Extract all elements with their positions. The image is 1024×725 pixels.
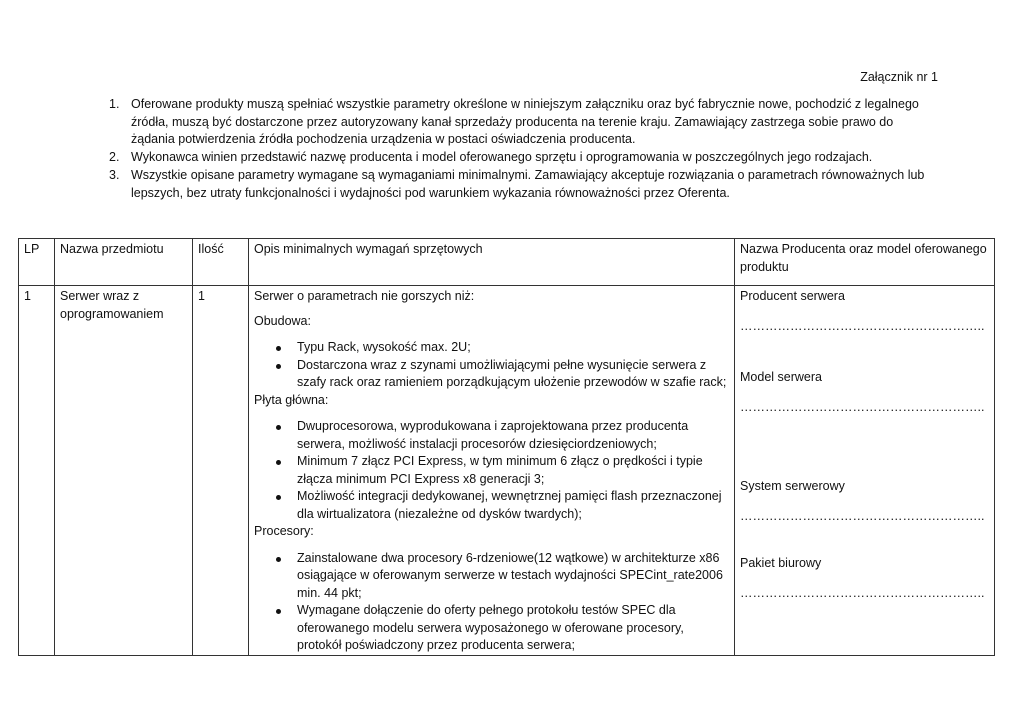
- system-label: System serwerowy: [740, 479, 845, 493]
- intro-item-2: [109, 149, 932, 167]
- section-title-obudowa: Obudowa:: [254, 313, 311, 328]
- list-item: Wymagane dołączenie do oferty pełnego protokołu testów SPEC dla oferowanego modelu serwera wyposażonego w oferowane procesory, protokół poświadczony przez producenta serwera;: [254, 602, 729, 655]
- intro-list: [109, 96, 932, 202]
- obudowa-list: [254, 339, 729, 392]
- spec-table: [18, 238, 995, 656]
- cell-desc: [249, 286, 735, 656]
- section-title-plyta: Płyta główna:: [254, 392, 329, 407]
- list-item: Możliwość integracji dedykowanej, wewnętrznej pamięci flash przeznaczonej dla wirtualizatora (niezależne od dysków twardych);: [254, 488, 729, 523]
- list-item: Dostarczona wraz z szynami umożliwiającymi pełne wysunięcie serwera z szafy rack oraz ramieniem porządkującym ułożenie przewodów w szafie rack;: [254, 357, 729, 392]
- cell-qty: 1: [193, 286, 249, 656]
- system-dots: …………………………………………………..: [740, 508, 985, 523]
- model-label: Model serwera: [740, 370, 822, 384]
- cell-lp: 1: [19, 286, 55, 656]
- model-dots: …………………………………………………..: [740, 399, 985, 414]
- intro-item-1: [109, 96, 932, 149]
- list-item: Zainstalowane dwa procesory 6-rdzeniowe(12 wątkowe) w architekturze x86 osiągające w oferowanym serwerze w testach wydajności SPECint_rate2006 min. 44 pkt;: [254, 550, 729, 603]
- header-desc: Opis minimalnych wymagań sprzętowych: [249, 239, 735, 286]
- intro-item-3: [109, 167, 932, 202]
- attachment-label: Załącznik nr 1: [860, 70, 938, 84]
- intro-text: Wykonawca winien przedstawić nazwę producenta i model oferowanego sprzętu i oprogramowania w poszczególnych jego rodzajach.: [131, 150, 873, 165]
- intro-text: Oferowane produkty muszą spełniać wszystkie parametry określone w niniejszym załączniku oraz być fabrycznie nowe, pochodzić z legalnego źródła, muszą być dostarczone przez autoryzowany kanał sprzedaży producenta na terenie kraju. Zamawiający zastrzega sobie prawo do żądania potwierdzenia źródła pochodzenia urządzenia w postaci oświadczenia producenta.: [131, 97, 919, 147]
- table-header-row: [19, 239, 995, 286]
- procesory-list: [254, 550, 729, 655]
- section-title-procesory: Procesory:: [254, 524, 314, 538]
- cell-name: Serwer wraz z oprogramowaniem: [55, 286, 193, 656]
- header-lp: LP: [19, 239, 55, 286]
- plyta-list: [254, 418, 729, 523]
- header-producer: Nazwa Producenta oraz model oferowanego produktu: [735, 239, 995, 286]
- list-item: Dwuprocesorowa, wyprodukowana i zaprojektowana przez producenta serwera, możliwość instalacji procesorów dziesięciordzeniowych;: [254, 418, 729, 453]
- producer-dots: …………………………………………………..: [740, 318, 985, 333]
- intro-num: 1.: [109, 97, 120, 111]
- list-item: Typu Rack, wysokość max. 2U;: [254, 339, 729, 357]
- desc-intro: Serwer o parametrach nie gorszych niż:: [254, 289, 475, 303]
- intro-num: 3.: [109, 167, 120, 182]
- list-item: Minimum 7 złącz PCI Express, w tym minimum 6 złącz o prędkości i typie złącza minimum PCI Express x8 generacji 3;: [254, 453, 729, 488]
- cell-producer: [735, 286, 995, 656]
- office-dots: …………………………………………………..: [740, 585, 985, 600]
- table-row: [19, 286, 995, 656]
- intro-text: Wszystkie opisane parametry wymagane są wymaganiami minimalnymi. Zamawiający akceptuje rozwiązania o parametrach równoważnych lub lepszych, bez utraty funkcjonalności i wydajności pod warunkiem wykazania równoważności przez Oferenta.: [131, 167, 925, 200]
- office-label: Pakiet biurowy: [740, 556, 822, 570]
- header-qty: Ilość: [193, 239, 249, 286]
- header-name: Nazwa przedmiotu: [55, 239, 193, 286]
- intro-num: 2.: [109, 150, 120, 165]
- producer-label: Producent serwera: [740, 289, 845, 303]
